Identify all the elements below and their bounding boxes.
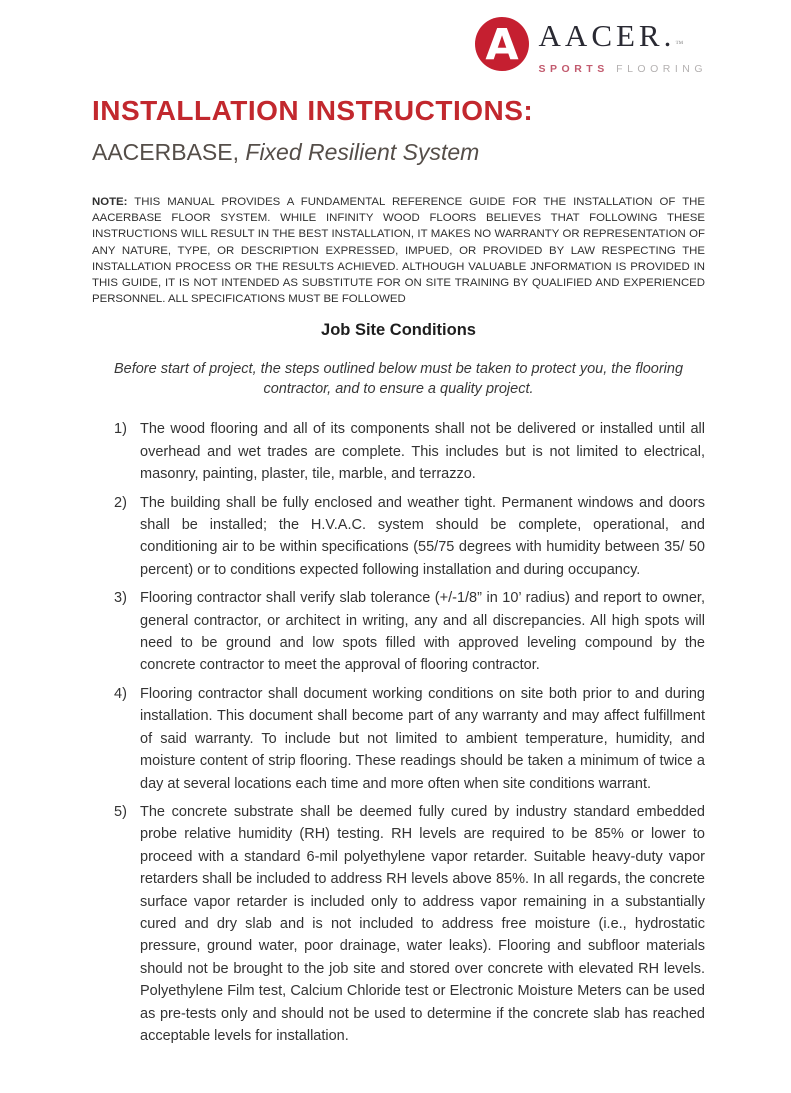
list-item <box>114 492 705 582</box>
list-item <box>114 418 705 485</box>
trademark-symbol: ™ <box>675 39 684 48</box>
list-item-number: 4) <box>114 685 127 702</box>
brand-name <box>538 18 707 59</box>
note-text: THIS MANUAL PROVIDES A FUNDAMENTAL REFERENCE GUIDE FOR THE INSTALLATION OF THE AACERBASE FLOOR SYSTEM. WHILE INFINITY WOOD FLOORS BELIEVES THAT FOLLOWING THESE INSTRUCTIONS WILL RESULT IN THE BEST INSTALLATION, IT MAKES NO WARRANTY OR REPRESENTATION OF ANY NATURE, TYPE, OR DESCRIPTION EXPRESSED, IMPUED, OR PROVIDED BY LAW RESPECTING THE INSTALLATION PROCESS OR THE RESULTS ACHIEVED. ALTHOUGH VALUABLE JNFORMATION IS PROVIDED IN THIS GUIDE, IT IS NOT INTENDED AS SUBSTITUTE FOR ON SITE TRAINING BY QUALIFIED AND EXPERIENCED PERSONNEL. ALL SPECIFICATIONS MUST BE FOLLOWED <box>92 196 705 306</box>
brand-tagline <box>539 63 707 75</box>
list-item-number: 5) <box>114 803 127 820</box>
list-item <box>114 587 705 677</box>
aacer-logo <box>473 13 707 75</box>
list-item <box>114 801 705 1047</box>
list-item-text: The building shall be fully enclosed and weather tight. Permanent windows and doors shall be installed; the H.V.A.C. system should be complete, operational, and conditioning air to be within specifications (55/75 degrees with humidity between 35/ 50 percent) or to conditions expected following installation and during occupancy. <box>140 494 705 578</box>
subtitle-system: Fixed Resilient System <box>239 139 480 165</box>
note-label: NOTE: <box>92 196 128 208</box>
list-item-text: Flooring contractor shall verify slab tolerance (+/-1/8” in 10’ radius) and report to owner, general contractor, or architect in writing, any and all discrepancies. All high spots will need to be ground and low spots filled with approved leveling compound by the concrete contractor to meet the approval of flooring contractor. <box>140 590 705 674</box>
list-item-number: 2) <box>114 494 127 511</box>
section-heading: Job Site Conditions <box>321 321 476 340</box>
list-item-number: 1) <box>114 421 127 438</box>
page-subtitle <box>92 138 705 166</box>
note-paragraph <box>92 194 705 307</box>
list-item-number: 3) <box>114 590 127 607</box>
list-item-text: The concrete substrate shall be deemed fully cured by industry standard embedded probe relative humidity (RH) testing. RH levels are required to be 85% or lower to proceed with a standard 6-mil polyethylene vapor retarder. Suitable heavy-duty vapor retarders shall be included to address RH levels above 85%. In all regards, the concrete surface vapor retarder is included only to address vapor remaining in a substantially cured and dry slab and is not included to address free moisture (i.e., hydrostatic pressure, ground water, poor drainage, water leaks). Flooring and subfloor materials should not be brought to the job site and stored over concrete with elevated RH levels. Polyethylene Film test, Calcium Chloride test or Electronic Moisture Meters can be used as pre-tests only and should not be used to determine if the concrete slab has reached acceptable levels for installation. <box>140 803 705 1044</box>
tagline-sports: SPORTS <box>538 63 609 75</box>
list-item-text: Flooring contractor shall document working conditions on site both prior to and during installation. This document shall become part of any warranty and may affect fulfillment of said warranty. To include but not limited to ambient temperature, humidity, and moisture content of strip flooring. These readings should be taken a minimum of twice a day at several locations each time and more often when site conditions warrant. <box>140 685 705 792</box>
list-item <box>114 683 705 795</box>
subtitle-product: AACERBASE, <box>92 139 239 165</box>
tagline-flooring: FLOORING <box>616 63 707 75</box>
list-item-text: The wood flooring and all of its components shall not be delivered or installed until all overhead and wet trades are complete. This includes but is not limited to electrical, masonry, painting, plaster, tile, marble, and terrazzo. <box>140 421 705 483</box>
svg-text:A: A <box>484 20 519 70</box>
aacer-a-icon <box>473 13 531 73</box>
brand-word: AACER. <box>538 18 676 53</box>
section-intro: Before start of project, the steps outlined below must be taken to protect you, the flooring contractor, and to ensure a quality project. <box>113 361 684 397</box>
numbered-list <box>92 418 705 1047</box>
page-title: INSTALLATION INSTRUCTIONS: <box>92 95 534 126</box>
logo-text <box>539 13 707 75</box>
